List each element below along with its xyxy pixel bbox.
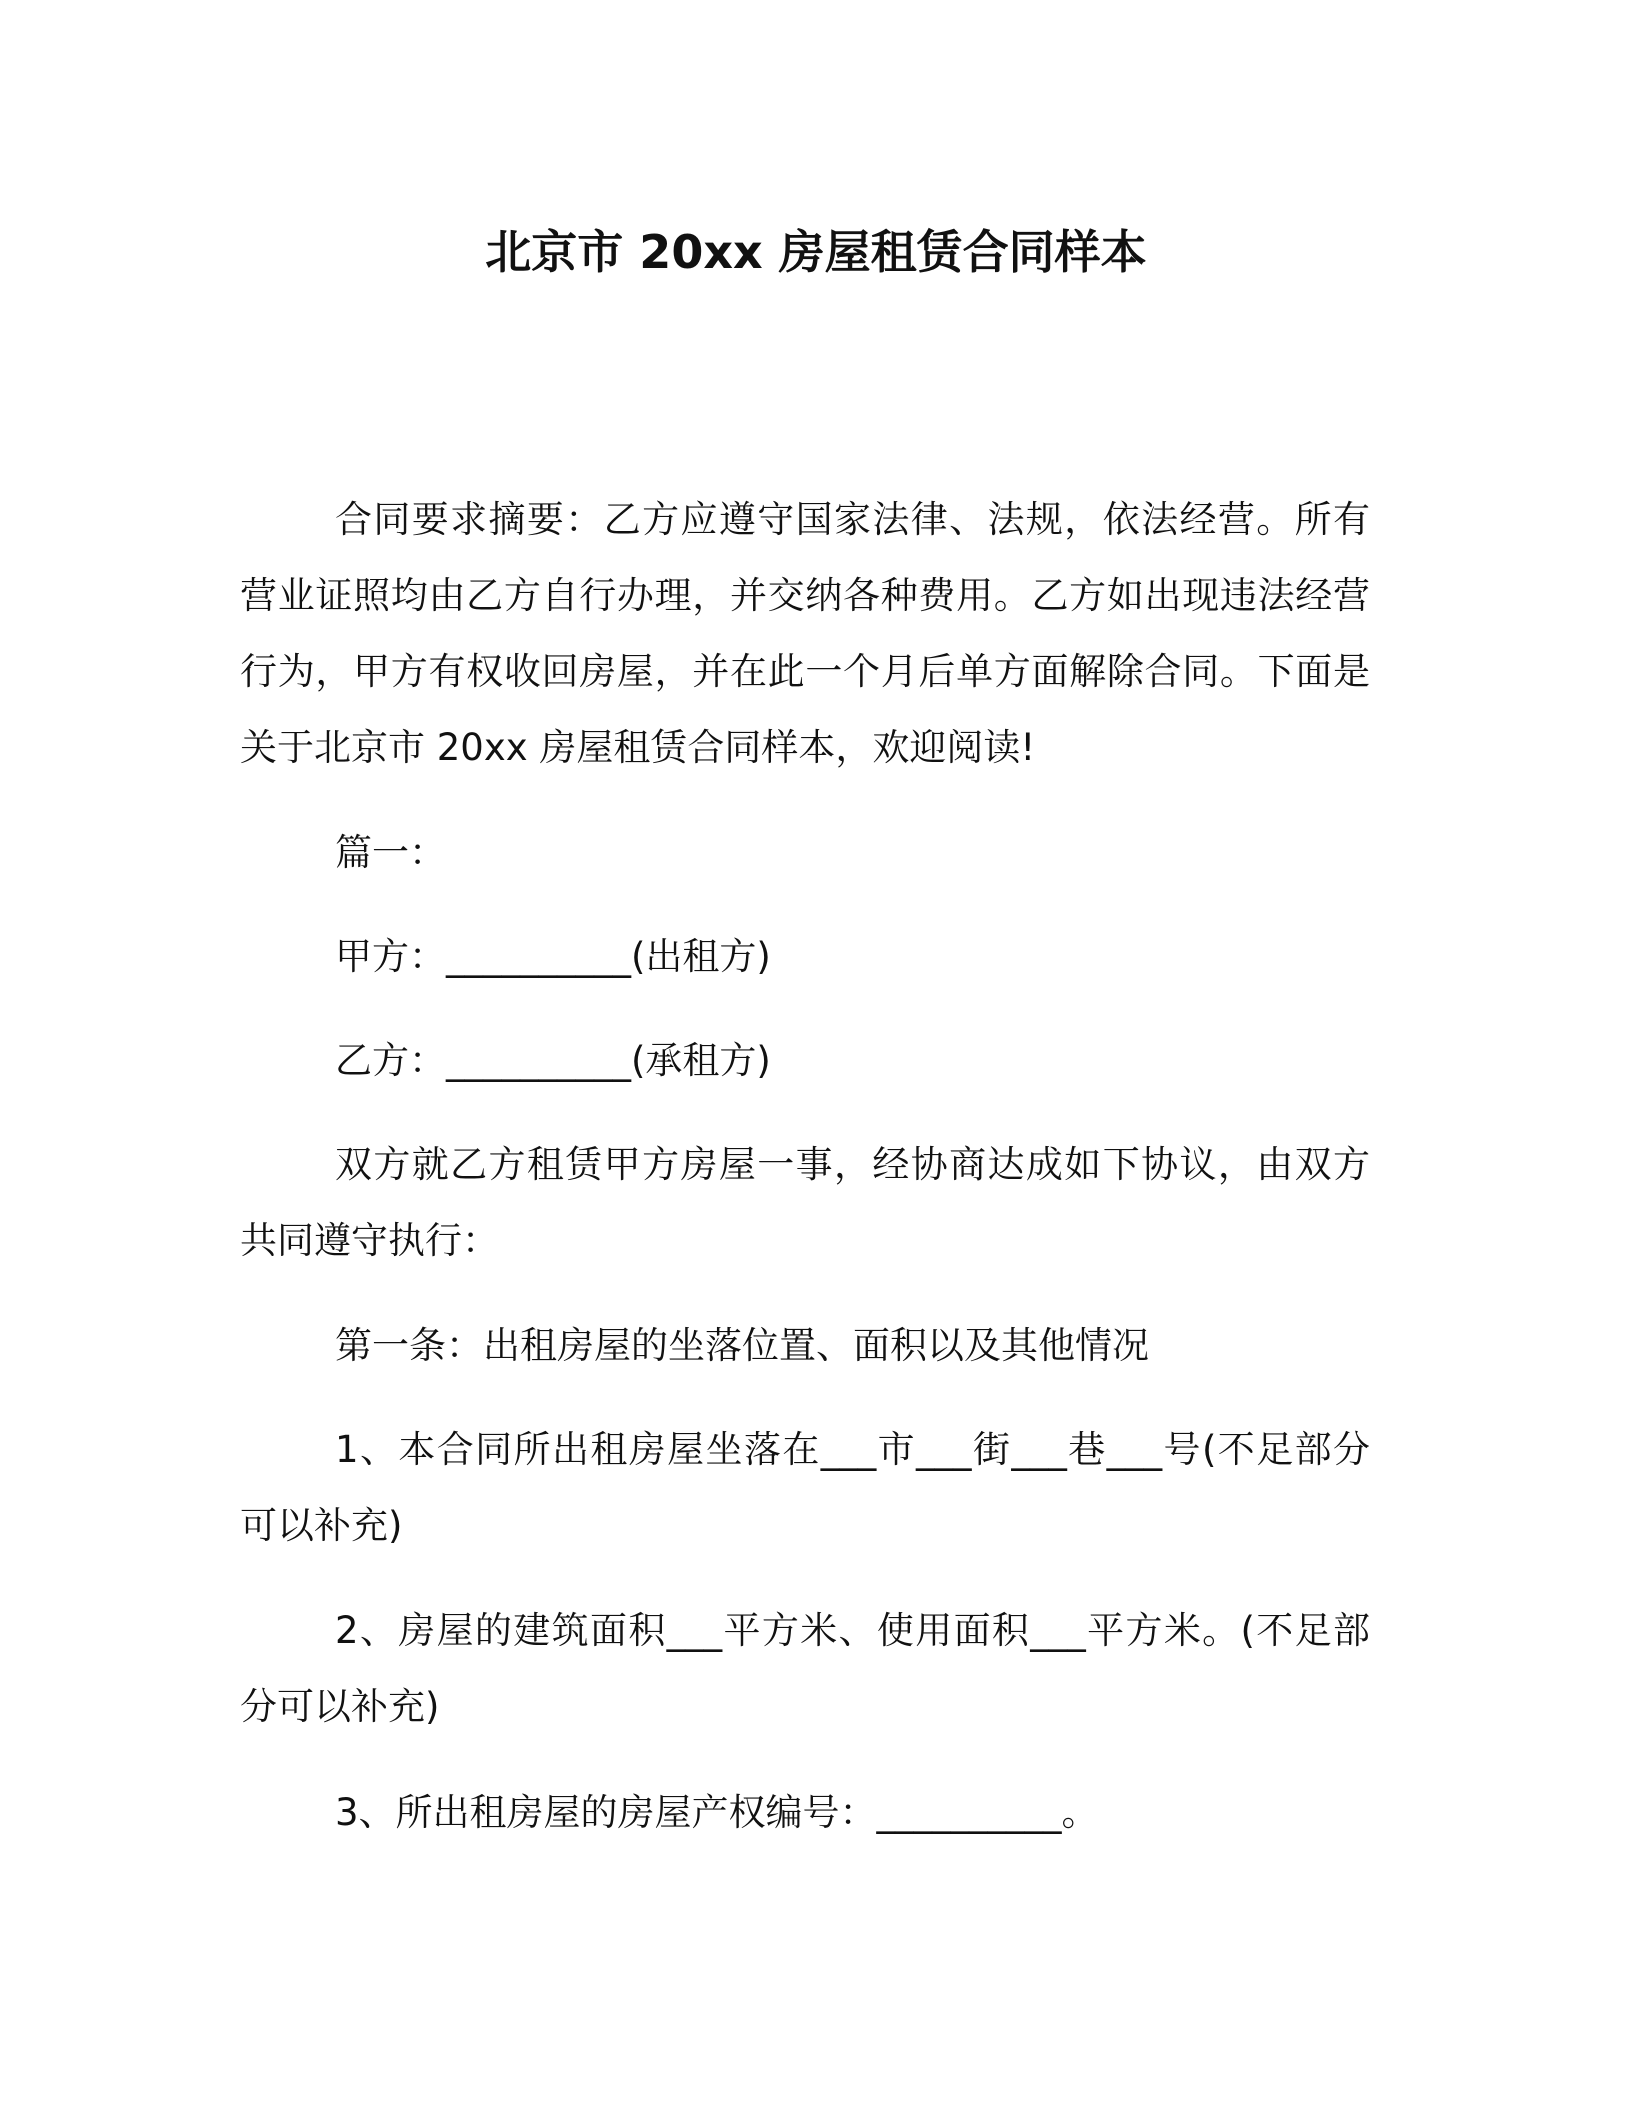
item-2-paragraph: 2、房屋的建筑面积___平方米、使用面积___平方米。(不足部分可以补充): [240, 1609, 1370, 1728]
item-3-paragraph: 3、所出租房屋的房屋产权编号：__________。: [335, 1791, 1099, 1834]
document-title: 北京市 20xx 房屋租赁合同样本: [485, 225, 1147, 279]
agreement-paragraph: 双方就乙方租赁甲方房屋一事，经协商达成如下协议，由双方共同遵守执行：: [240, 1143, 1370, 1262]
item-1-paragraph: 1、本合同所出租房屋坐落在___市___街___巷___号(不足部分可以补充): [240, 1428, 1370, 1547]
section-one-heading: 篇一：: [335, 831, 446, 874]
party-a-line: 甲方：__________(出租方): [335, 935, 771, 978]
party-b-line: 乙方：__________(承租方): [335, 1039, 771, 1082]
article-one-heading: 第一条：出租房屋的坐落位置、面积以及其他情况: [335, 1324, 1149, 1367]
summary-paragraph: 合同要求摘要：乙方应遵守国家法律、法规，依法经营。所有营业证照均由乙方自行办理，并交纳各种费用。乙方如出现违法经营行为，甲方有权收回房屋，并在此一个月后单方面解除合同。下面是关于北京市 20xx 房屋租赁合同样本，欢迎阅读!: [240, 498, 1370, 769]
